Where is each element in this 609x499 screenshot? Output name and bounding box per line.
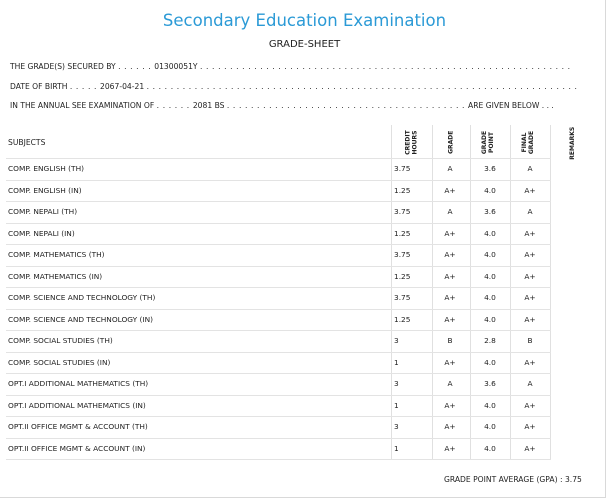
grade-point-cell: 4.0: [484, 400, 496, 410]
grade-point-cell: 4.0: [484, 357, 496, 367]
page-title: Secondary Education Examination: [162, 11, 447, 30]
grade-point-cell: 4.0: [484, 443, 496, 453]
row-divider: [6, 244, 551, 245]
credit-hours-cell: 1: [394, 443, 399, 453]
row-divider: [6, 158, 551, 159]
column-divider: [432, 125, 433, 460]
final-grade-cell: A+: [524, 271, 536, 281]
final-grade-cell: A+: [524, 228, 536, 238]
credit-hours-cell: 3.75: [394, 207, 411, 216]
subject-cell: COMP. ENGLISH (TH): [8, 164, 85, 173]
subject-cell: OPT.II OFFICE MGMT & ACCOUNT (TH): [8, 422, 148, 431]
credit-hours-cell: 1: [394, 357, 399, 367]
column-divider: [470, 125, 471, 460]
row-divider: [6, 395, 551, 396]
exam-year: 2081 BS: [192, 101, 225, 110]
grade-cell: A+: [444, 443, 456, 453]
subject-cell: COMP. NEPALI (TH): [8, 207, 78, 216]
grade-point-cell: 4.0: [484, 185, 496, 195]
credit-hours-cell: 1.25: [394, 314, 411, 324]
secured-by-label: THE GRADE(S) SECURED BY: [10, 62, 116, 71]
grade-sheet-heading: GRADE-SHEET: [268, 39, 341, 50]
symbol-number: 01300051Y: [154, 62, 198, 71]
grade-point-cell: 3.6: [484, 207, 496, 216]
grade-cell: A+: [444, 314, 456, 324]
grade-cell: A+: [444, 357, 456, 367]
credit-hours-cell: 1: [394, 400, 399, 410]
grade-cell: A+: [444, 271, 456, 281]
credit-hours-cell: 1.25: [394, 228, 411, 238]
row-divider: [6, 373, 551, 374]
row-divider: [6, 287, 551, 288]
dob-value: 2067-04-21: [100, 82, 145, 91]
grade-cell: A+: [444, 422, 456, 431]
grade-cell: A: [447, 207, 453, 216]
secured-by-line: THE GRADE(S) SECURED BY . . . . . . 01300051Y . . . . . . . . . . . . . . . . . . . . . . . . . . . . . . . . . . . . . . . . . . . . . . . . . . . . . . . . . . . . . .: [10, 62, 571, 71]
subject-cell: OPT.I ADDITIONAL MATHEMATICS (IN): [8, 400, 146, 410]
column-divider: [391, 125, 392, 460]
grade-cell: A+: [444, 185, 456, 195]
subject-cell: OPT.II OFFICE MGMT & ACCOUNT (IN): [8, 443, 146, 453]
subject-cell: COMP. ENGLISH (IN): [8, 185, 82, 195]
grade-point-cell: 3.6: [484, 164, 496, 173]
grade-cell: B: [447, 336, 453, 345]
gpa-value: 3.75: [564, 475, 582, 484]
grade-point-cell: 4.0: [484, 293, 496, 302]
subject-cell: COMP. SCIENCE AND TECHNOLOGY (IN): [8, 314, 154, 324]
final-grade-cell: A+: [524, 250, 536, 259]
final-grade-cell: A: [527, 164, 533, 173]
final-grade-cell: A+: [524, 314, 536, 324]
grade-point-cell: 4.0: [484, 271, 496, 281]
credit-hours-header: CREDIT HOURS: [404, 129, 418, 155]
grade-cell: A+: [444, 228, 456, 238]
grade-point-cell: 4.0: [484, 422, 496, 431]
row-divider: [6, 416, 551, 417]
grade-cell: A+: [444, 293, 456, 302]
dob-line: DATE OF BIRTH . . . . . 2067-04-21 . . . . . . . . . . . . . . . . . . . . . . . . . . . . . . . . . . . . . . . . . . . . . . . . . . . . . . . . . . . . . . . . . . . . . . . .: [10, 82, 578, 91]
final-grade-cell: A+: [524, 357, 536, 367]
grade-cell: A: [447, 164, 453, 173]
grade-point-cell: 4.0: [484, 228, 496, 238]
final-grade-cell: A+: [524, 422, 536, 431]
credit-hours-cell: 3: [394, 379, 399, 388]
credit-hours-cell: 3: [394, 336, 399, 345]
grade-point-cell: 3.6: [484, 379, 496, 388]
grade-point-cell: 2.8: [484, 336, 496, 345]
credit-hours-cell: 3: [394, 422, 399, 431]
row-divider: [6, 459, 551, 460]
row-divider: [6, 438, 551, 439]
credit-hours-cell: 1.25: [394, 271, 411, 281]
subjects-header: SUBJECTS: [8, 138, 46, 147]
row-divider: [6, 223, 551, 224]
subject-cell: COMP. MATHEMATICS (IN): [8, 271, 103, 281]
row-divider: [6, 352, 551, 353]
subject-cell: COMP. SCIENCE AND TECHNOLOGY (TH): [8, 293, 156, 302]
final-grade-cell: B: [527, 336, 533, 345]
credit-hours-cell: 3.75: [394, 293, 411, 302]
grade-cell: A+: [444, 400, 456, 410]
final-grade-cell: A+: [524, 400, 536, 410]
subject-cell: COMP. MATHEMATICS (TH): [8, 250, 105, 259]
final-grade-cell: A: [527, 379, 533, 388]
subject-cell: COMP. NEPALI (IN): [8, 228, 75, 238]
final-grade-cell: A+: [524, 293, 536, 302]
row-divider: [6, 330, 551, 331]
exam-label: IN THE ANNUAL SEE EXAMINATION OF: [10, 101, 155, 110]
exam-line: IN THE ANNUAL SEE EXAMINATION OF . . . . . . 2081 BS . . . . . . . . . . . . . . . . . . . . . . . . . . . . . . . . . . . . . . . . ARE GIVEN BELOW . . .: [10, 101, 554, 110]
row-divider: [6, 201, 551, 202]
row-divider: [6, 180, 551, 181]
subject-cell: COMP. SOCIAL STUDIES (IN): [8, 357, 111, 367]
grade-cell: A: [447, 379, 453, 388]
credit-hours-cell: 3.75: [394, 164, 411, 173]
credit-hours-cell: 3.75: [394, 250, 411, 259]
grade-header: GRADE: [447, 130, 455, 154]
grade-point-cell: 4.0: [484, 314, 496, 324]
exam-suffix: ARE GIVEN BELOW . . .: [468, 101, 554, 110]
final-grade-cell: A: [527, 207, 533, 216]
column-divider: [510, 125, 511, 460]
subject-cell: OPT.I ADDITIONAL MATHEMATICS (TH): [8, 379, 149, 388]
grade-point-header: GRADE POINT: [481, 130, 495, 154]
grade-cell: A+: [444, 250, 456, 259]
grade-point-cell: 4.0: [484, 250, 496, 259]
credit-hours-cell: 1.25: [394, 185, 411, 195]
final-grade-header: FINAL GRADE: [521, 130, 535, 154]
row-divider: [6, 309, 551, 310]
subject-cell: COMP. SOCIAL STUDIES (TH): [8, 336, 113, 345]
remarks-header: REMARKS: [568, 126, 576, 160]
final-grade-cell: A+: [524, 443, 536, 453]
row-divider: [6, 266, 551, 267]
gpa-summary: [444, 475, 582, 484]
final-grade-cell: A+: [524, 185, 536, 195]
gpa-label: GRADE POINT AVERAGE (GPA) :: [444, 475, 563, 484]
column-divider: [550, 125, 551, 460]
dob-label: DATE OF BIRTH: [10, 82, 68, 91]
